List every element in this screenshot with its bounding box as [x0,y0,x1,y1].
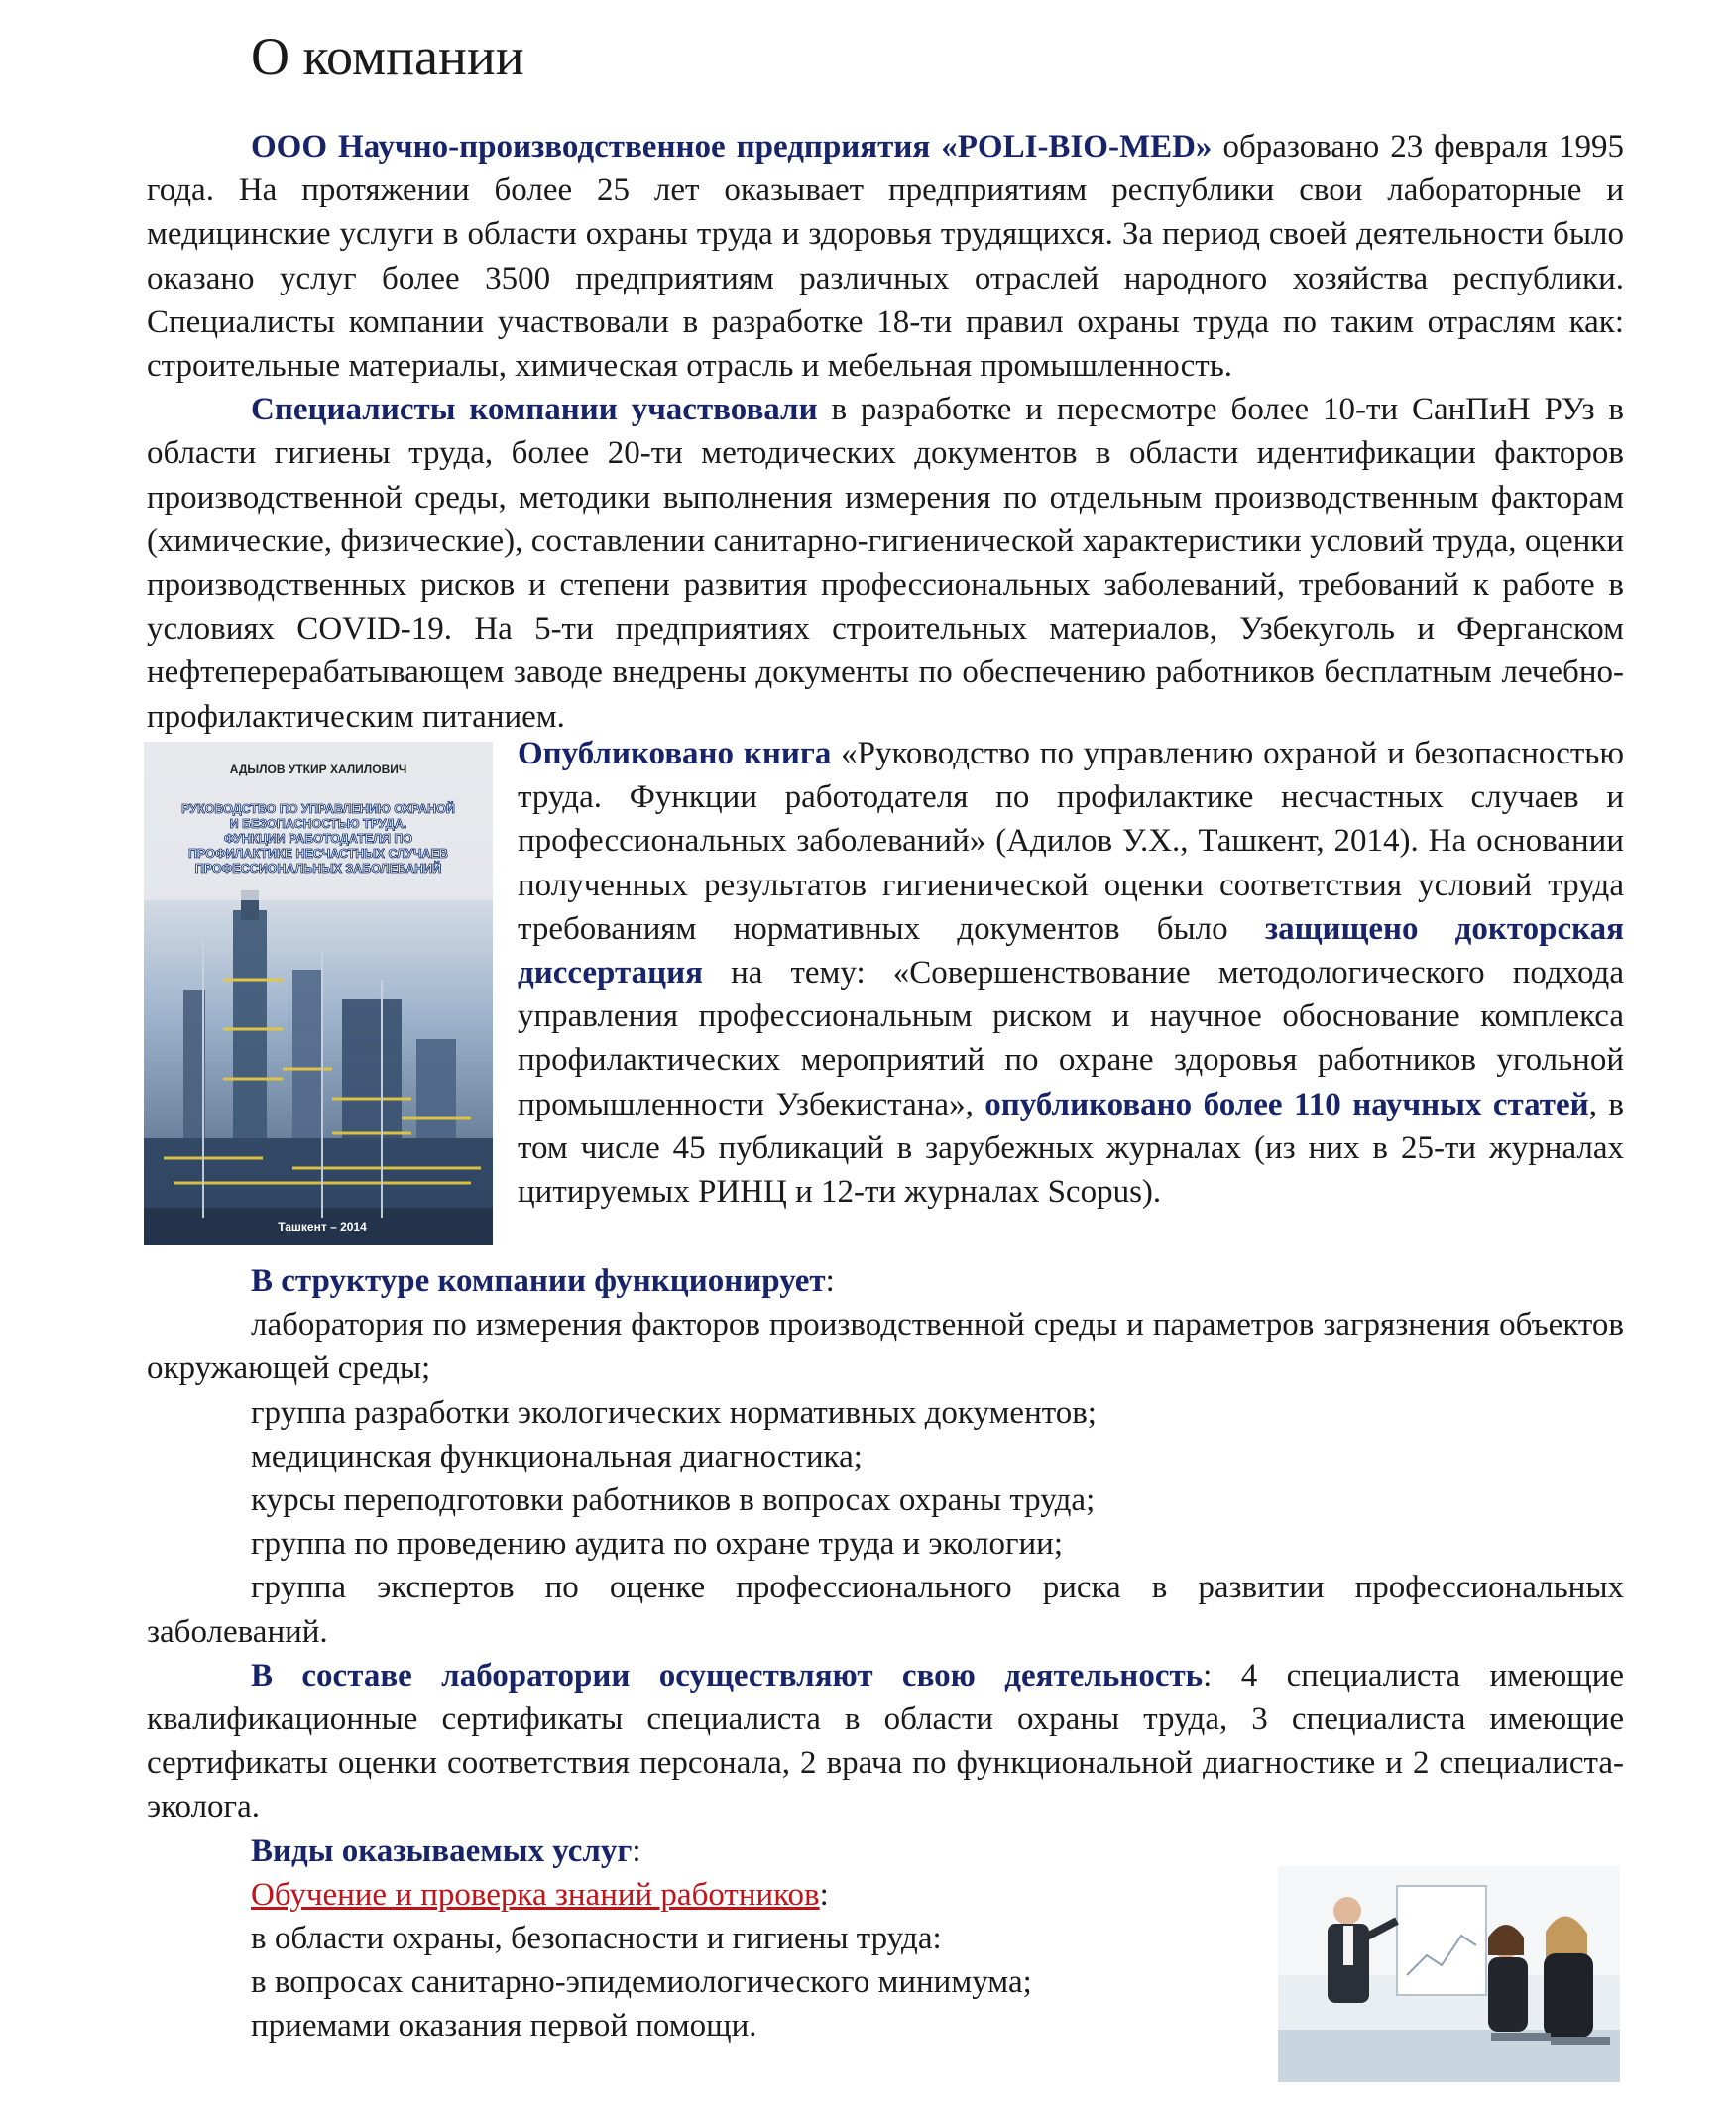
book-title-line: РУКОВОДСТВО ПО УПРАВЛЕНИЮ ОХРАНОЙ [181,802,455,816]
services-heading: Виды оказываемых услуг [251,1832,633,1869]
structure-item: лаборатория по измерения факторов производственной среды и параметров загрязнения объектов окружающей среды; [147,1307,1624,1387]
book-title-line: ПРОФИЛАКТИКЕ НЕСЧАСТНЫХ СЛУЧАЕВ [188,847,448,861]
book-cover-image [144,742,493,1245]
structure-colon: : [825,1263,835,1299]
intro-text: образовано 23 февраля 1995 года. На протяжении более 25 лет оказывает предприятиям республики свои лабораторные и медицинские услуги в области охраны труда и здоровья трудящихся. За период своей деятельности было оказано услуг более 3500 предприятиям различных отраслей народного хозяйства республики. Специалисты компании участвовали в разработке 18-ти правил охраны труда по таким отраслям как: строительные материалы, химическая отрасль и мебельная промышленность. [147,129,1624,385]
publication-text-2: на тему: «Совершенствование методологического подхода управления профессиональным риском и научное обоснование комплекса профилактических мероприятий по охране здоровья работников угольной промышленности Узбекистана», [518,955,1624,1122]
intro-paragraph [147,125,1624,388]
specialists-text: в разработке и пересмотре более 10-ти СанПиН РУз в области гигиены труда, более 20-ти методических документов в области идентификации факторов производственной среды, методики выполнения измерения по отдельным производственным факторам (химические, физические), составлении санитарно-гигиенической характеристики условий труда, оценки производственных рисков и степени развития профессиональных заболеваний, требований к работе в условиях COVID-19. На 5-ти предприятиях строительных материалов, Узбекуголь и Ферганском нефтеперерабатывающем заводе внедрены документы по обеспечению работников бесплатным лечебно-профилактическим питанием. [147,392,1624,735]
lab-heading: В составе лаборатории осуществляют свою деятельность [251,1657,1204,1694]
training-photo [1278,1866,1620,2082]
book-footer: Ташкент – 2014 [278,1220,367,1233]
book-title-line: И БЕЗОПАСНОСТЬЮ ТРУДА. [229,817,407,831]
structure-item: группа экспертов по оценке профессионального риска в развитии профессиональных заболеваний. [147,1570,1624,1650]
structure-item: группа по проведению аудита по охране труда и экологии; [251,1526,1063,1563]
specialists-heading: Специалисты компании участвовали [251,392,818,428]
book-title-line: ПРОФЕССИОНАЛЬНЫХ ЗАБОЛЕВАНИЙ [194,862,442,876]
training-colon: : [819,1876,829,1913]
structure-heading: В структуре компании функционирует [251,1263,826,1299]
top-text-block [147,125,1624,739]
publication-paragraph [518,732,1624,1214]
publication-heading: Опубликовано книга [518,736,832,771]
structure-item: медицинская функциональная диагностика; [251,1438,863,1474]
service-item: приемами оказания первой помощи. [251,2008,757,2045]
service-item: в области охраны, безопасности и гигиены труда: [251,1921,942,1957]
services-colon: : [632,1832,641,1869]
articles-highlight: опубликовано более 110 научных статей [984,1086,1589,1122]
publication-text-1: «Руководство по управлению охраной и безопасностью труда. Функции работодателя по профилактике несчастных случаев и профессиональных заболеваний» (Адилов У.Х., Ташкент, 2014). На основании полученных результатов гигиенической оценки соответствия условий труда требованиям нормативных документов было [518,736,1624,947]
page-title: О компании [251,27,524,86]
structure-item: курсы переподготовки работников в вопросах охраны труда; [251,1482,1096,1519]
dissertation-highlight: защищено докторская диссертация [518,910,1624,992]
structure-item: группа разработки экологических нормативных документов; [251,1394,1097,1431]
company-name: ООО Научно-производственное предприятия «POLI-BIO-MED» [251,129,1213,165]
training-link[interactable]: Обучение и проверка знаний работников [251,1876,820,1913]
book-title-line: ФУНКЦИИ РАБОТОДАТЕЛЯ ПО [223,832,413,846]
lab-text: : 4 специалиста имеющие квалификационные сертификаты специалиста в области охраны труда, 3 специалиста имеющие сертификаты оценки соответствия персонала, 2 врача по функциональной диагностике и 2 специалиста-эколога. [147,1657,1625,1825]
specialists-paragraph [147,388,1624,739]
book-author: АДЫЛОВ УТКИР ХАЛИЛОВИЧ [229,763,407,776]
structure-heading-line [147,1259,1624,1303]
lab-paragraph [147,1654,1624,1829]
service-item: в вопросах санитарно-эпидемиологического минимума; [251,1964,1032,2001]
publication-text-3: , в том числе 45 публикаций в зарубежных журналах (из них в 25-ти журналах цитируемых РИНЦ и 12-ти журналах Scopus). [518,1086,1624,1211]
